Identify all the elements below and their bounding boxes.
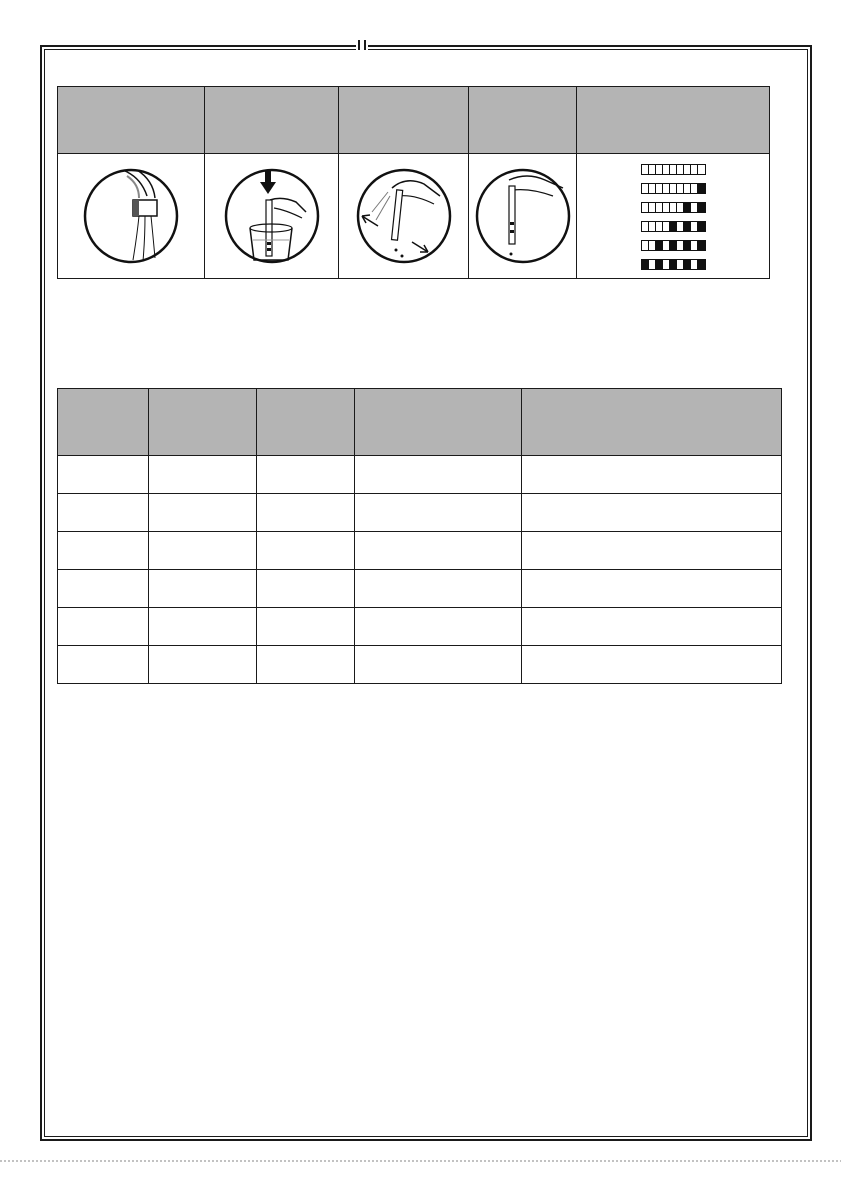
strip-pad-filled [684,222,691,231]
step-4-cell [469,154,577,279]
table-cell [522,494,782,532]
strip-pad-empty [642,241,649,250]
hardness-strip-level [641,259,706,270]
step-3-cell [339,154,469,279]
results-table [57,388,782,684]
strip-pad-empty [642,222,649,231]
steps-header-cell [577,87,770,154]
strip-pad-filled [670,260,677,269]
hardness-strip-level [641,202,706,213]
strip-pad-filled [642,260,649,269]
strip-pad-filled [698,222,705,231]
strip-pad-empty [691,165,698,174]
results-body [58,456,782,684]
results-header-cell [58,389,149,456]
strip-scale-cell [577,154,770,279]
table-cell [257,532,355,570]
table-cell [522,456,782,494]
strip-pad-empty [698,165,705,174]
table-cell [522,646,782,684]
strip-pad-empty [677,260,684,269]
strip-pad-empty [663,241,670,250]
step-1-cell [58,154,205,279]
strip-pad-filled [698,203,705,212]
results-header-cell [257,389,355,456]
strip-pad-filled [698,260,705,269]
hardness-strip-level [641,183,706,194]
strip-pad-empty [684,184,691,193]
results-header-cell [522,389,782,456]
steps-illustration-row [58,154,770,279]
strip-pad-empty [649,165,656,174]
strip-pad-empty [691,260,698,269]
table-cell [355,570,522,608]
table-row [58,608,782,646]
strip-pad-empty [642,165,649,174]
table-cell [257,456,355,494]
strip-pad-empty [677,184,684,193]
strip-pad-empty [691,184,698,193]
strip-pad-filled [684,260,691,269]
results-header-cell [149,389,257,456]
table-cell [355,456,522,494]
table-cell [149,646,257,684]
strip-pad-empty [649,241,656,250]
table-row [58,494,782,532]
strip-pad-empty [670,203,677,212]
dip-strip-in-glass-icon [222,166,322,266]
strip-pad-empty [691,203,698,212]
hardness-strip-level [641,164,706,175]
strip-pad-empty [670,165,677,174]
faucet-running-water-icon [81,166,181,266]
strip-pad-empty [677,241,684,250]
table-cell [257,608,355,646]
hardness-strip-scale [641,164,706,270]
strip-pad-empty [677,203,684,212]
table-cell [58,456,149,494]
strip-pad-empty [649,260,656,269]
strip-pad-empty [670,184,677,193]
strip-pad-empty [663,222,670,231]
results-header-cell [355,389,522,456]
table-cell [58,532,149,570]
strip-pad-empty [642,203,649,212]
steps-header-row [58,87,770,154]
strip-pad-filled [670,222,677,231]
strip-pad-filled [656,260,663,269]
strip-pad-filled [684,241,691,250]
read-strip-icon [473,166,573,266]
strip-pad-empty [684,165,691,174]
table-row [58,570,782,608]
strip-pad-empty [656,222,663,231]
hardness-strip-level [641,240,706,251]
table-cell [355,646,522,684]
table-cell [257,494,355,532]
table-cell [355,608,522,646]
strip-pad-empty [677,222,684,231]
table-cell [257,570,355,608]
page-bottom-edge [0,1160,841,1162]
strip-pad-empty [649,203,656,212]
table-cell [149,608,257,646]
strip-pad-empty [656,203,663,212]
step-2-cell [205,154,339,279]
strip-pad-filled [698,184,705,193]
strip-pad-filled [670,241,677,250]
steps-header-cell [205,87,339,154]
table-cell [149,532,257,570]
table-row [58,456,782,494]
table-cell [522,532,782,570]
steps-header-cell [58,87,205,154]
top-border-notch [356,40,368,52]
strip-pad-empty [691,241,698,250]
table-cell [149,494,257,532]
test-steps-table [57,86,770,279]
strip-pad-filled [684,203,691,212]
shake-strip-icon [354,166,454,266]
table-cell [522,570,782,608]
strip-pad-empty [656,184,663,193]
table-cell [58,494,149,532]
table-row [58,532,782,570]
strip-pad-empty [649,184,656,193]
strip-pad-empty [642,184,649,193]
table-cell [355,494,522,532]
table-row [58,646,782,684]
strip-pad-filled [698,241,705,250]
table-cell [58,608,149,646]
strip-pad-empty [663,203,670,212]
steps-header-cell [469,87,577,154]
table-cell [58,646,149,684]
strip-pad-empty [677,165,684,174]
strip-pad-empty [656,165,663,174]
strip-pad-empty [663,165,670,174]
table-cell [355,532,522,570]
hardness-strip-level [641,221,706,232]
table-cell [149,570,257,608]
strip-pad-empty [649,222,656,231]
table-cell [58,570,149,608]
steps-header-cell [339,87,469,154]
strip-pad-empty [691,222,698,231]
results-header-row [58,389,782,456]
table-cell [257,646,355,684]
table-cell [522,608,782,646]
strip-pad-empty [663,260,670,269]
table-cell [149,456,257,494]
strip-pad-filled [656,241,663,250]
strip-pad-empty [663,184,670,193]
